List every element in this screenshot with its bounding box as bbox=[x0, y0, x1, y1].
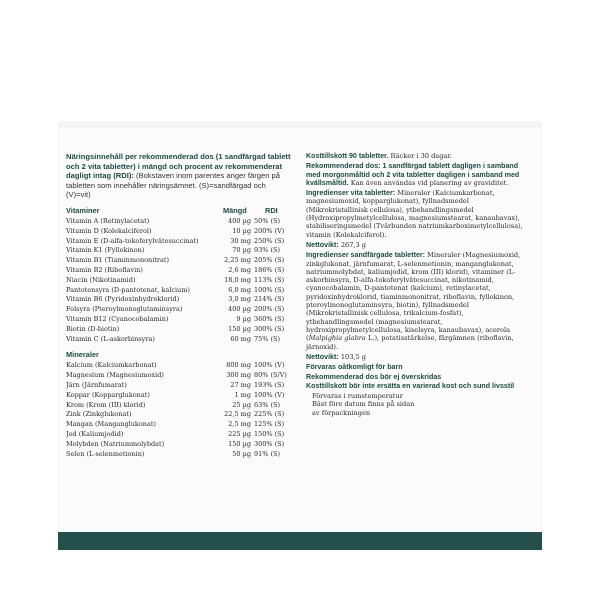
vitamin-row-rdi: 50% (S) bbox=[254, 216, 281, 225]
vitamin-row-amount: 30 mg bbox=[230, 236, 251, 245]
vitamin-row-amount: 9 µg bbox=[236, 314, 251, 323]
mineral-table bbox=[66, 361, 292, 459]
vitamin-row-rdi: 93% (S) bbox=[254, 246, 281, 255]
mineral-row-amount: 25 µg bbox=[232, 400, 251, 409]
ingredients-sand: Ingredienser sandfärgade tabletter: Mineraler (Magnesiumoxid, zinkglukonat, järnfumarat, L-selenmetionin, manganglukonat, natriummolybdat, kaliumjodid, krom (III) klorid), vitaminer (L-askorbinsyra, D-alfa-tokoferylvätesuccinat, nikotinamid, cyanocobalamin, D-pantotenat (kalcium), retinylacetat, pyridoxinhydroklorid, tiaminmononitrat, riboflavin, fyllokinon, pteroylmonoglutaminsyra, biotin), fyllnadsmedel (Mikrokristallinisk cellulosa, trikalcium-fosfat), ytbehandlingsmedel (magnesiumstearat, hydroxipropylmetylcellulosa, kiselsyra, kanaubavax), acerola (Malpighia glabra L.), potatisstärkelse, färgämnen (riboflavin, järnoxid). bbox=[306, 251, 521, 351]
storage-line-3: av förpackningen bbox=[312, 408, 371, 417]
mineral-row bbox=[66, 430, 292, 440]
product-info-column bbox=[306, 152, 532, 417]
vitamin-row-name: Vitamin B1 (Tiaminmononitrat) bbox=[66, 256, 170, 265]
vitamin-row bbox=[66, 335, 292, 345]
vitamin-row-rdi: 75% (S) bbox=[254, 334, 281, 343]
mineral-row-name: Kalcium (Kalciumkarbonat) bbox=[66, 361, 157, 370]
mineral-row-amount: 1 mg bbox=[234, 390, 251, 399]
vitamin-row-name: Biotin (D-biotin) bbox=[66, 324, 120, 333]
vitamin-row-amount: 400 µg bbox=[228, 216, 251, 225]
mineral-row-rdi: 225% (S) bbox=[254, 410, 285, 419]
vitamin-row bbox=[66, 266, 292, 276]
vitamin-row-name: Vitamin B2 (Riboflavin) bbox=[66, 265, 143, 274]
mineral-row-amount: 27 mg bbox=[230, 380, 251, 389]
mineral-row bbox=[66, 381, 292, 391]
mineral-row-amount: 50 µg bbox=[232, 449, 251, 458]
vitamin-table-header bbox=[66, 206, 292, 217]
vitamin-row bbox=[66, 256, 292, 266]
warning-diet: Kosttillskott bör inte ersätta en varierad kost och sund livsstil bbox=[306, 382, 515, 391]
vitamin-table bbox=[66, 217, 292, 344]
mineral-row-name: Mangan (Manganglukonat) bbox=[66, 420, 156, 429]
vitamin-row-rdi: 186% (S) bbox=[254, 265, 285, 274]
vitamin-row-amount: 60 mg bbox=[230, 334, 251, 343]
nutrition-intro bbox=[66, 152, 292, 200]
header-mangd: Mängd bbox=[223, 205, 247, 215]
vitamin-row bbox=[66, 237, 292, 247]
mineral-row-amount: 300 mg bbox=[226, 371, 251, 380]
vitamin-row bbox=[66, 246, 292, 256]
vitamin-row-name: Pantotensyra (D-pantotenat, kalcium) bbox=[66, 285, 190, 294]
vitamin-row-rdi: 200% (S) bbox=[254, 305, 285, 314]
mineral-row-rdi: 100% (V) bbox=[254, 361, 285, 370]
vitamin-row-rdi: 113% (S) bbox=[254, 275, 285, 284]
vitamin-row bbox=[66, 315, 292, 325]
vitamin-row-name: Folsyra (Pteroylmonoglutaminsyra) bbox=[66, 305, 183, 314]
ingredients-white: Ingredienser vita tabletter: Mineraler (Kalciumkarbonat, magnesiumoxid, kopparglukonat), fyllnadsmedel (Mikrokristallinisk cellulosa), ytbehandlingsmedel (Hydroxipropylmetylcellulosa, magnesiumstearat, kanaubavax), stabiliseringsmedel (Tvärbunden natriumkarboximetylcellulosa), vitamin (Kolekalciferol). bbox=[306, 189, 523, 239]
vitamin-row-amount: 2,6 mg bbox=[228, 265, 251, 274]
vitamin-row-name: Vitamin C (L-askorbinsyra) bbox=[66, 334, 155, 343]
mineral-row-name: Magnesium (Magnesiumoxid) bbox=[66, 371, 164, 380]
vitamin-row bbox=[66, 217, 292, 227]
mineral-row bbox=[66, 401, 292, 411]
mineral-row bbox=[66, 371, 292, 381]
mineral-row-rdi: 193% (S) bbox=[254, 380, 285, 389]
recommended-dose: Rekommenderad dos: 1 sandfärgad tablett dagligen i samband med morgonmåltid och 2 vita tabletter dagligen i samband med kvällsmåltid. Kan även användas vid planering av graviditet. bbox=[306, 162, 520, 187]
vitamin-row-rdi: 214% (S) bbox=[254, 295, 285, 304]
minerals-header: Mineraler bbox=[66, 350, 99, 360]
mineral-row bbox=[66, 440, 292, 450]
vitamin-row bbox=[66, 295, 292, 305]
mineral-row-name: Krom (Krom (III) klorid) bbox=[66, 400, 146, 409]
vitamin-row-amount: 6,0 mg bbox=[228, 285, 251, 294]
vitamin-row-name: Vitamin B6 (Pyridoxinhydroklorid) bbox=[66, 295, 180, 304]
mineral-row-name: Zink (Zinkglukonat) bbox=[66, 410, 132, 419]
mineral-row-name: Molybden (Natriummolybdat) bbox=[66, 439, 165, 448]
mineral-row-name: Koppar (Kopparglukonat) bbox=[66, 390, 150, 399]
warning-children: Förvaras oåtkomligt för barn bbox=[306, 363, 403, 372]
mineral-row-rdi: 125% (S) bbox=[254, 420, 285, 429]
nutrition-column bbox=[66, 152, 292, 459]
vitamin-row-rdi: 205% (S) bbox=[254, 256, 285, 265]
vitamin-row-name: Vitamin B12 (Cyanocobalamin) bbox=[66, 314, 169, 323]
mineral-row-amount: 800 mg bbox=[226, 361, 251, 370]
mineral-row-name: Jod (Kaliumjodid) bbox=[66, 429, 124, 438]
vitamin-row-amount: 150 µg bbox=[228, 324, 251, 333]
vitamin-row-amount: 2,25 mg bbox=[224, 256, 251, 265]
header-vitaminer: Vitaminer bbox=[66, 205, 100, 215]
vitamin-row bbox=[66, 276, 292, 286]
storage-line-2: Bäst före datum finns på sidan bbox=[312, 400, 415, 409]
vitamin-row-amount: 70 µg bbox=[232, 246, 251, 255]
vitamin-row-name: Vitamin D (Kolekalciferol) bbox=[66, 226, 152, 235]
mineral-row-amount: 150 µg bbox=[228, 439, 251, 448]
box-top-edge bbox=[58, 122, 542, 128]
vitamin-row-name: Vitamin E (D-alfa-tokoferylvätesuccinat) bbox=[66, 236, 199, 245]
mineral-row bbox=[66, 420, 292, 430]
vitamin-row-rdi: 360% (S) bbox=[254, 314, 285, 323]
vitamin-row-rdi: 200% (V) bbox=[254, 226, 285, 235]
vitamin-row-rdi: 300% (S) bbox=[254, 324, 285, 333]
vitamin-row bbox=[66, 227, 292, 237]
mineral-row-rdi: 100% (V) bbox=[254, 390, 285, 399]
vitamin-row-name: Niacin (Nikotinamid) bbox=[66, 275, 136, 284]
vitamin-row-rdi: 250% (S) bbox=[254, 236, 285, 245]
box-bottom-band bbox=[58, 532, 542, 550]
mineral-row-rdi: 80% (S/V) bbox=[254, 371, 287, 380]
storage-line-1: Förvaras i rumstemperatur bbox=[312, 391, 403, 400]
vitamin-row bbox=[66, 305, 292, 315]
net-weight-white: Nettovikt: 267,3 g bbox=[306, 240, 367, 249]
mineral-row bbox=[66, 391, 292, 401]
vitamin-row-amount: 3,0 mg bbox=[228, 295, 251, 304]
mineral-row-amount: 225 µg bbox=[228, 429, 251, 438]
mineral-row-name: Selen (L-selenmetionin) bbox=[66, 449, 145, 458]
mineral-row-amount: 2,5 mg bbox=[228, 420, 251, 429]
mineral-row-name: Järn (Järnfumarat) bbox=[66, 380, 127, 389]
vitamin-row-name: Vitamin A (Retinylacetat) bbox=[66, 216, 150, 225]
mineral-row-rdi: 150% (S) bbox=[254, 429, 285, 438]
vitamin-row-name: Vitamin K1 (Fyllokinon) bbox=[66, 246, 145, 255]
vitamin-row-amount: 10 µg bbox=[232, 226, 251, 235]
mineral-row bbox=[66, 450, 292, 460]
mineral-row-rdi: 91% (S) bbox=[254, 449, 281, 458]
vitamin-row-amount: 18,0 mg bbox=[224, 275, 251, 284]
vitamin-row-rdi: 100% (S) bbox=[254, 285, 285, 294]
header-rdi: RDI bbox=[265, 205, 278, 215]
mineral-row-rdi: 63% (S) bbox=[254, 400, 281, 409]
vitamin-row bbox=[66, 286, 292, 296]
vitamin-row-amount: 400 µg bbox=[228, 305, 251, 314]
storage-info bbox=[306, 392, 532, 417]
mineral-row-amount: 22,5 mg bbox=[224, 410, 251, 419]
nutrition-intro-title: Näringsinnehåll per rekommenderad dos (1 sandfärgad tablett och 2 vita tabletter) i mängd och procent av rekommenderat dagligt intag (RDI): bbox=[66, 152, 291, 181]
nutrition-intro-note: (Bokstaven inom parentes anger färgen på tabletten som innehåller näringsämnet. (S)=sandfärgad och (V)=vit) bbox=[66, 171, 280, 200]
mineral-row bbox=[66, 361, 292, 371]
warning-dose: Rekommenderad dos bör ej överskridas bbox=[306, 372, 442, 381]
mineral-row-rdi: 300% (S) bbox=[254, 439, 285, 448]
vitamin-row bbox=[66, 325, 292, 335]
mineral-row bbox=[66, 410, 292, 420]
net-weight-sand: Nettovikt: 103,5 g bbox=[306, 352, 367, 361]
package-info: Kosttillskott 90 tabletter. Räcker i 30 dagar. bbox=[306, 152, 452, 160]
